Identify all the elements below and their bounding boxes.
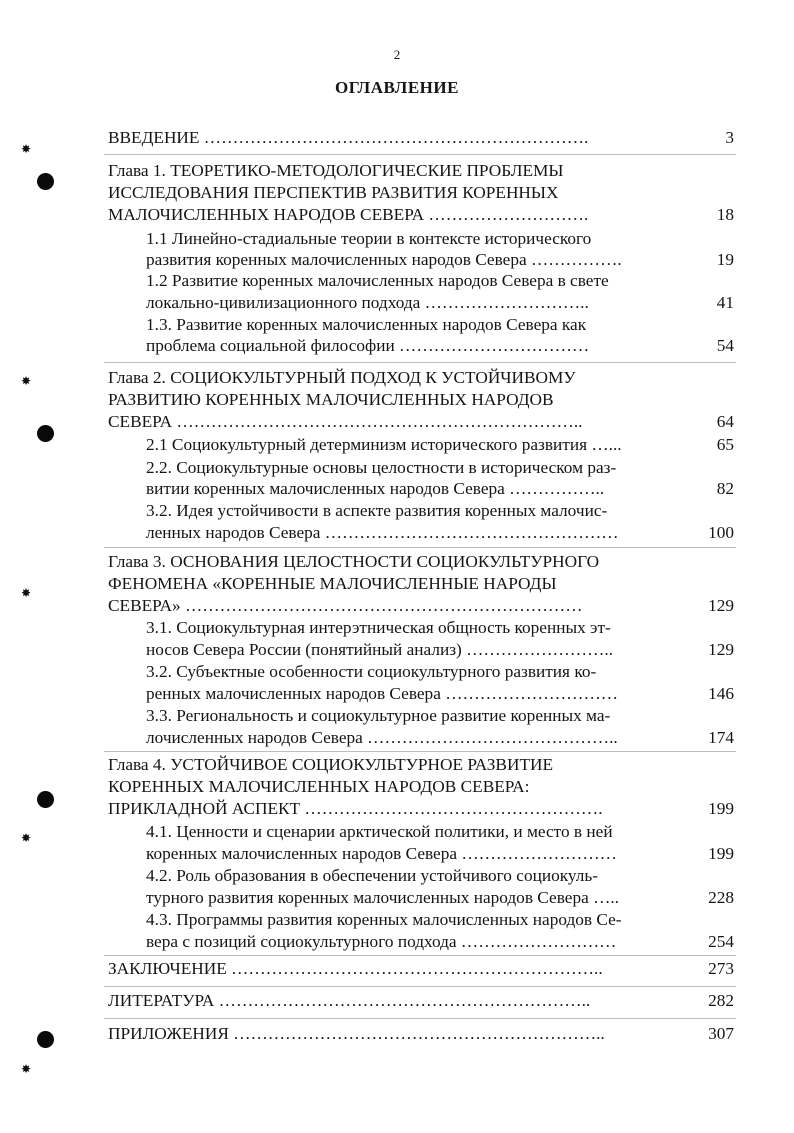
toc-line[interactable]: СЕВЕРА» …………………………………………………………… <box>108 596 583 615</box>
page-title: ОГЛАВЛЕНИЕ <box>335 78 459 97</box>
toc-line[interactable]: ренных малочисленных народов Севера ………………………… <box>146 684 619 703</box>
toc-line[interactable]: ВВЕДЕНИЕ …………………………………………………………. <box>108 128 589 147</box>
separator-line <box>104 154 736 155</box>
toc-line[interactable]: 4.3. Программы развития коренных малочисленных народов Се- <box>146 910 622 929</box>
toc-line[interactable]: Глава 2. СОЦИОКУЛЬТУРНЫЙ ПОДХОД К УСТОЙЧИВОМУ <box>108 368 576 387</box>
toc-page-number: 18 <box>716 205 734 224</box>
toc-line[interactable]: 3.1. Социокультурная интерэтническая общность коренных эт- <box>146 618 611 637</box>
separator-line <box>104 547 736 548</box>
separator-line <box>104 362 736 363</box>
toc-line[interactable]: ПРИЛОЖЕНИЯ ……………………………………………………….. <box>108 1024 605 1043</box>
toc-page-number: 100 <box>708 523 734 542</box>
page-number: 2 <box>393 47 401 62</box>
toc-page-number: 82 <box>716 479 734 498</box>
toc-line[interactable]: проблема социальной философии …………………………… <box>146 336 590 355</box>
toc-line[interactable]: КОРЕННЫХ МАЛОЧИСЛЕННЫХ НАРОДОВ СЕВЕРА: <box>108 777 530 796</box>
toc-page-number: 282 <box>708 991 734 1010</box>
toc-line[interactable]: Глава 3. ОСНОВАНИЯ ЦЕЛОСТНОСТИ СОЦИОКУЛЬТУРНОГО <box>108 552 600 571</box>
toc-page-number: 64 <box>716 412 734 431</box>
separator-line <box>104 955 736 956</box>
toc-line[interactable]: 3.2. Субъектные особенности социокультурного развития ко- <box>146 662 597 681</box>
toc-page-number: 199 <box>708 799 734 818</box>
toc-line[interactable]: 3.2. Идея устойчивости в аспекте развития коренных малочис- <box>146 501 608 520</box>
toc-page-number: 174 <box>708 728 734 747</box>
toc-line[interactable]: Глава 4. УСТОЙЧИВОЕ СОЦИОКУЛЬТУРНОЕ РАЗВИТИЕ <box>108 755 554 774</box>
toc-line[interactable]: 1.1 Линейно-стадиальные теории в контексте исторического <box>146 229 592 248</box>
toc-line[interactable]: вера с позиций социокультурного подхода ……………………… <box>146 932 617 951</box>
toc-line[interactable]: ИССЛЕДОВАНИЯ ПЕРСПЕКТИВ РАЗВИТИЯ КОРЕННЫХ <box>108 183 559 202</box>
toc-page-number: 254 <box>708 932 734 951</box>
toc-page-number: 273 <box>708 959 734 978</box>
toc-line[interactable]: носов Севера России (понятийный анализ) …………………….. <box>146 640 614 659</box>
speck-mark: ✸ <box>21 142 32 156</box>
toc-line[interactable]: развития коренных малочисленных народов Севера ……………. <box>146 250 622 269</box>
toc-line[interactable]: 4.1. Ценности и сценарии арктической политики, и место в ней <box>146 822 613 841</box>
toc-line[interactable]: локально-цивилизационного подхода ……………………….. <box>146 293 589 312</box>
toc-page-number: 228 <box>708 888 734 907</box>
toc-page-number: 19 <box>716 250 734 269</box>
toc-line[interactable]: Глава 1. ТЕОРЕТИКО-МЕТОДОЛОГИЧЕСКИЕ ПРОБЛЕМЫ <box>108 161 564 180</box>
toc-line[interactable]: СЕВЕРА …………………………………………………………….. <box>108 412 583 431</box>
speck-mark: ✸ <box>21 831 32 845</box>
toc-page-number: 3 <box>725 128 734 147</box>
toc-line[interactable]: ЛИТЕРАТУРА ……………………………………………………….. <box>108 991 591 1010</box>
toc-line[interactable]: РАЗВИТИЮ КОРЕННЫХ МАЛОЧИСЛЕННЫХ НАРОДОВ <box>108 390 554 409</box>
separator-line <box>104 986 736 987</box>
toc-line[interactable]: коренных малочисленных народов Севера ……………………… <box>146 844 617 863</box>
toc-page-number: 129 <box>708 596 734 615</box>
toc-line[interactable]: 4.2. Роль образования в обеспечении устойчивого социокуль- <box>146 866 599 885</box>
toc-line[interactable]: 2.1 Социокультурный детерминизм исторического развития …... <box>146 435 622 454</box>
toc-line[interactable]: турного развития коренных малочисленных народов Севера ….. <box>146 888 619 907</box>
speck-mark: ✸ <box>21 586 32 600</box>
toc-line[interactable]: ПРИКЛАДНОЙ АСПЕКТ ……………………………………………. <box>108 799 603 818</box>
toc-page-number: 129 <box>708 640 734 659</box>
toc-line[interactable]: лочисленных народов Севера …………………………………….. <box>146 728 618 747</box>
toc-page-number: 146 <box>708 684 734 703</box>
toc-line[interactable]: витии коренных малочисленных народов Севера …………….. <box>146 479 605 498</box>
toc-page-number: 199 <box>708 844 734 863</box>
speck-mark: ✸ <box>21 374 32 388</box>
toc-page-number: 65 <box>716 435 734 454</box>
toc-line[interactable]: 1.2 Развитие коренных малочисленных народов Севера в свете <box>146 271 609 290</box>
toc-line[interactable]: ленных народов Севера …………………………………………… <box>146 523 619 542</box>
toc-page-number: 54 <box>716 336 734 355</box>
toc-line[interactable]: МАЛОЧИСЛЕННЫХ НАРОДОВ СЕВЕРА ………………………. <box>108 205 589 224</box>
toc-page-number: 307 <box>708 1024 734 1043</box>
toc-line[interactable]: 3.3. Региональность и социокультурное развитие коренных ма- <box>146 706 611 725</box>
toc-line[interactable]: 2.2. Социокультурные основы целостности в историческом раз- <box>146 458 617 477</box>
toc-line[interactable]: 1.3. Развитие коренных малочисленных народов Севера как <box>146 315 587 334</box>
separator-line <box>104 1018 736 1019</box>
toc-line[interactable]: ЗАКЛЮЧЕНИЕ ……………………………………………………….. <box>108 959 603 978</box>
speck-mark: ✸ <box>21 1062 32 1076</box>
toc-line[interactable]: ФЕНОМЕНА «КОРЕННЫЕ МАЛОЧИСЛЕННЫЕ НАРОДЫ <box>108 574 557 593</box>
separator-line <box>104 751 736 752</box>
toc-page-number: 41 <box>716 293 734 312</box>
